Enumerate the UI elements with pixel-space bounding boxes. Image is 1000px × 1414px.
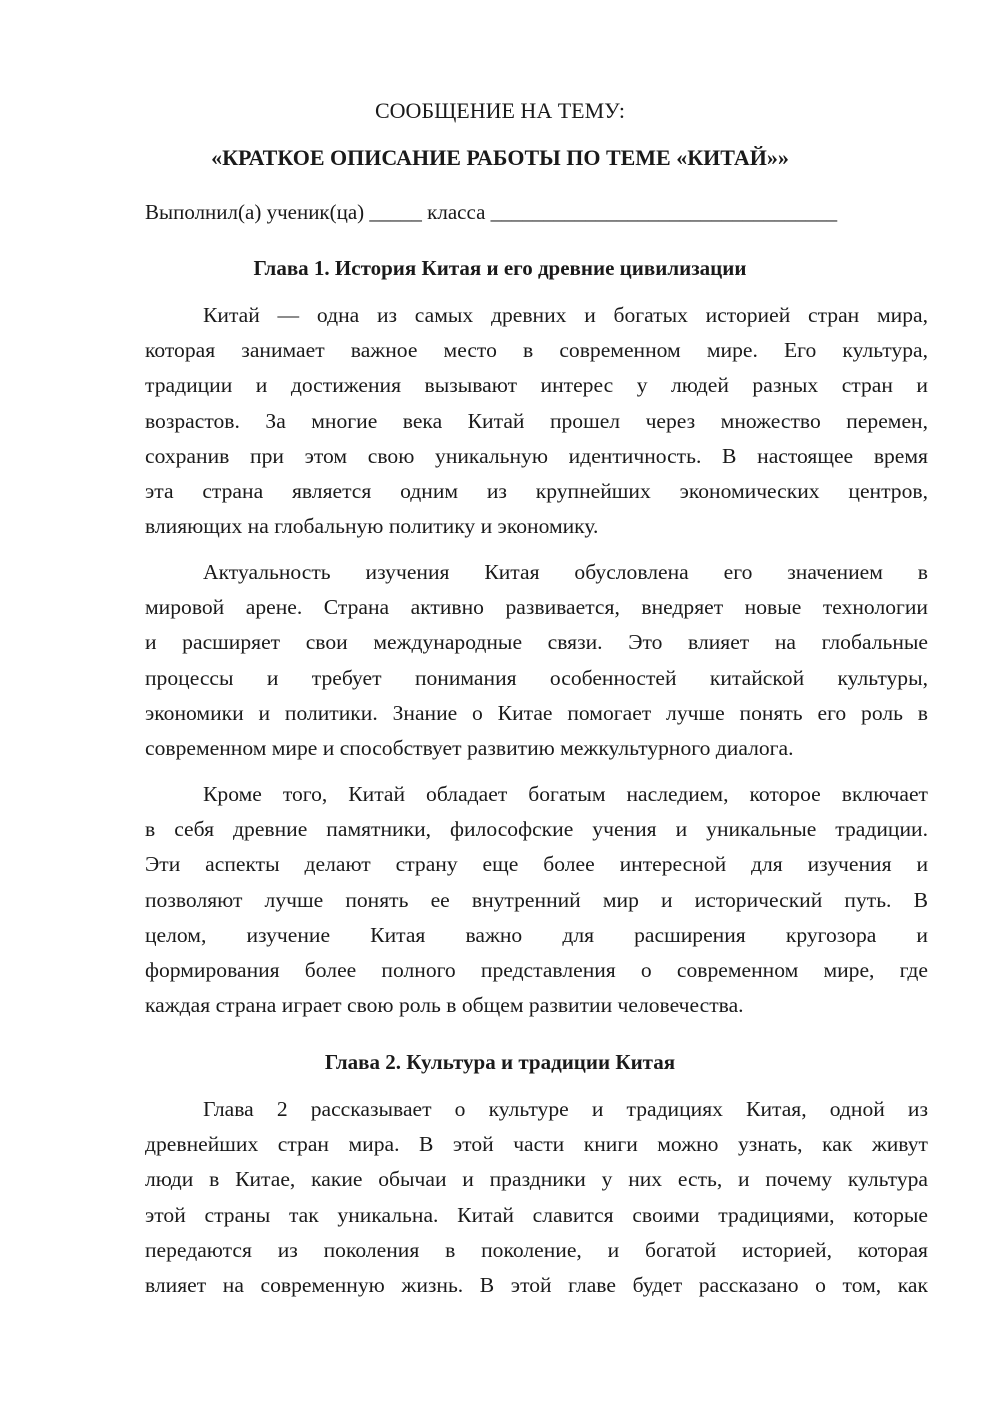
text-line: возрастов. За многие века Китай прошел через множество перемен, <box>145 408 928 433</box>
text-line: процессы и требует понимания особенностей китайской культуры, <box>145 665 928 690</box>
text-line: Актуальность изучения Китая обусловлена его значением в <box>203 560 928 584</box>
author-line: Выполнил(а) ученик(ца) _____ класса _________________________________ <box>145 200 838 224</box>
text-line: сохранив при этом свою уникальную идентичность. В настоящее время <box>145 443 928 468</box>
text-line: традиции и достижения вызывают интерес у людей разных стран и <box>145 373 928 398</box>
text-line: каждая страна играет свою роль в общем развитии человечества. <box>145 993 744 1018</box>
chapter-1-paragraph-3 <box>145 777 928 1023</box>
text-line: формирования более полного представления о современном мире, где <box>145 957 928 982</box>
text-line: которая занимает важное место в современном мире. Его культура, <box>145 338 928 363</box>
text-line: Глава 2 рассказывает о культуре и традициях Китая, одной из <box>203 1097 928 1121</box>
text-line: древнейших стран мира. В этой части книги можно узнать, как живут <box>145 1132 928 1157</box>
text-line: влияет на современную жизнь. В этой главе будет рассказано о том, как <box>145 1272 928 1297</box>
text-line: и расширяет свои международные связи. Это влияет на глобальные <box>145 630 928 655</box>
chapter-1-heading: Глава 1. История Китая и его древние цивилизации <box>253 256 747 280</box>
text-line: позволяют лучше понять ее внутренний мир и исторический путь. В <box>145 887 928 912</box>
text-line: Эти аспекты делают страну еще более интересной для изучения и <box>145 852 928 877</box>
text-line: передаются из поколения в поколение, и богатой историей, которая <box>145 1237 928 1262</box>
document-title-line-2: «КРАТКОЕ ОПИСАНИЕ РАБОТЫ ПО ТЕМЕ «КИТАЙ»» <box>211 145 789 170</box>
text-line: эта страна является одним из крупнейших экономических центров, <box>145 478 928 503</box>
chapter-1-paragraph-2 <box>145 555 928 766</box>
text-line: экономики и политики. Знание о Китае помогает лучше понять его роль в <box>145 700 928 725</box>
text-line: современном мире и способствует развитию межкультурного диалога. <box>145 735 794 760</box>
text-line: люди в Китае, какие обычаи и праздники у них есть, и почему культура <box>145 1167 928 1192</box>
text-line: Кроме того, Китай обладает богатым наследием, которое включает <box>203 782 928 806</box>
chapter-2-heading: Глава 2. Культура и традиции Китая <box>324 1050 676 1074</box>
chapter-2-paragraph-1 <box>145 1092 928 1303</box>
text-line: влияющих на глобальную политику и экономику. <box>145 514 599 539</box>
document-title-line-1: СООБЩЕНИЕ НА ТЕМУ: <box>375 98 625 123</box>
text-line: Китай — одна из самых древних и богатых историей стран мира, <box>203 303 928 327</box>
text-line: мировой арене. Страна активно развивается, внедряет новые технологии <box>145 595 928 620</box>
chapter-1-paragraph-1 <box>145 298 928 544</box>
text-line: целом, изучение Китая важно для расширения кругозора и <box>145 922 928 947</box>
text-line: этой страны так уникальна. Китай славится своими традициями, которые <box>145 1202 928 1227</box>
text-line: в себя древние памятники, философские учения и уникальные традиции. <box>145 817 928 842</box>
